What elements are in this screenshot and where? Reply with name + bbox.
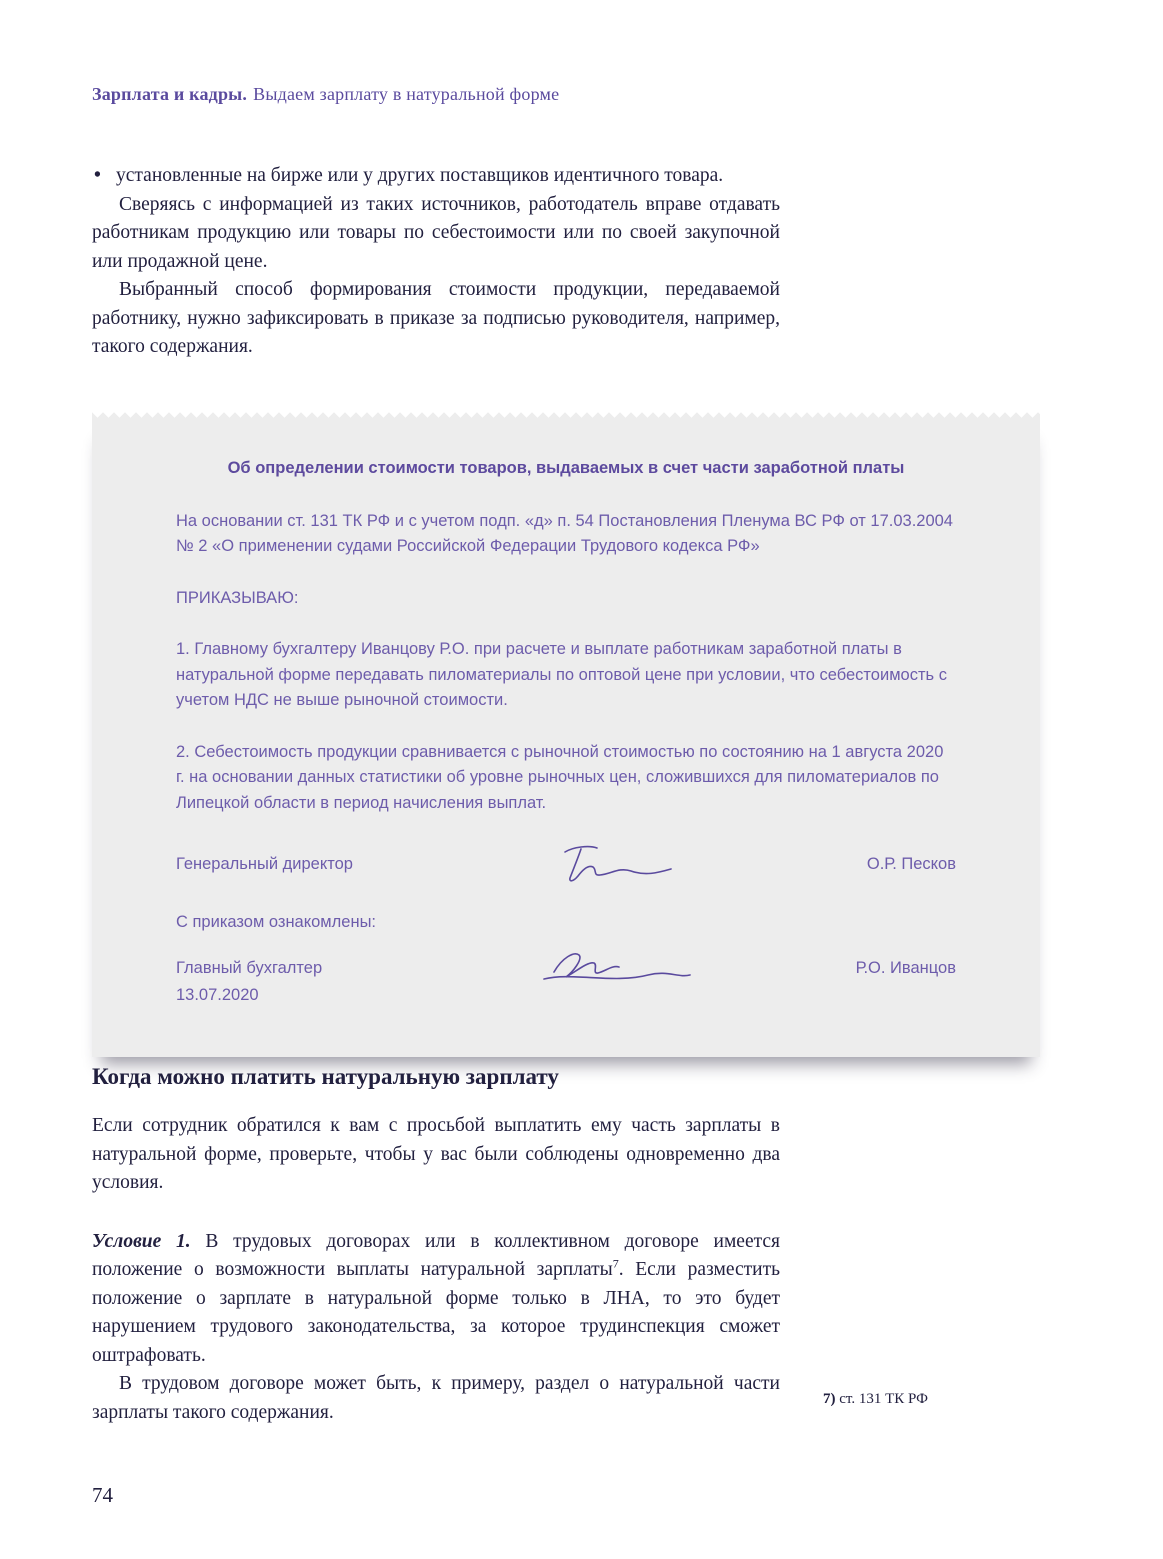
footnote-text: ст. 131 ТК РФ [835, 1391, 928, 1407]
footnote [823, 1389, 1023, 1409]
section-heading: Когда можно платить натуральную зарплату [92, 1064, 559, 1089]
order-title: Об определении стоимости товаров, выдаваемых в счет части заработной платы [227, 459, 905, 477]
bullet-icon: • [94, 165, 101, 186]
footnote-marker: 7) [823, 1391, 836, 1407]
accountant-label: Главный бухгалтер [176, 958, 323, 977]
order-item-1: 1. Главному бухгалтеру Иванцову Р.О. при расчете и выплате работникам заработной платы в натуральной форме передавать пиломатериалы по оптовой цене при условии, что себестоимость с учетом НДС не выше рыночной стоимости. [176, 640, 947, 709]
condition-paragraph [92, 1228, 780, 1371]
order-document-box [92, 418, 1040, 1057]
director-name: О.Р. Песков [866, 855, 956, 873]
section-paragraph-2: В трудовом договоре может быть, к примеру, раздел о натуральной части зарплаты такого содержания. [92, 1373, 780, 1423]
running-head-subtitle: Выдаем зарплату в натуральной форме [253, 84, 560, 104]
page-number: 74 [92, 1483, 113, 1507]
acknowledged-label: С приказом ознакомлены: [176, 913, 377, 931]
order-item-2: 2. Себестоимость продукции сравнивается с рыночной стоимостью по состоянию на 1 августа 2020 г. на основании данных статистики об уровне рыночных цен, сложившихся для пиломатериалов по Липецкой области в период начисления выплат. [176, 742, 944, 812]
condition-text-1: В трудовых договорах или в коллективном договоре имеется положение о возможности выплаты натуральной зарплаты [92, 1230, 780, 1280]
director-label: Генеральный директор [176, 855, 353, 873]
order-basis: На основании ст. 131 ТК РФ и с учетом подп. «д» п. 54 Постановления Пленума ВС РФ от 17.03.2004 № 2 «О применении судами Российской Федерации Трудового кодекса РФ» [176, 511, 953, 555]
bullet-paragraph-text: установленные на бирже или у других поставщиков идентичного товара. [116, 165, 724, 186]
accountant-label-block [176, 946, 476, 1009]
running-head-brand: Зарплата и кадры. [92, 84, 248, 104]
section-natural-salary [92, 1062, 780, 1427]
section-paragraph-1: Если сотрудник обратился к вам с просьбой выплатить ему часть зарплаты в натуральной форме, проверьте, чтобы у вас были соблюдены одновременно два условия. [92, 1115, 780, 1193]
director-signature-row [176, 842, 956, 888]
intro-text [92, 162, 780, 362]
accountant-signature-row [176, 946, 956, 1009]
running-head [92, 84, 559, 105]
accountant-name: Р.О. Иванцов [855, 958, 956, 977]
bullet-paragraph [92, 162, 780, 191]
condition-label: Условие 1. [92, 1230, 191, 1252]
intro-paragraph-2: Выбранный способ формирования стоимости продукции, передаваемой работнику, нужно зафиксировать в приказе за подписью руководителя, например, такого содержания. [92, 279, 780, 357]
accountant-signature-icon [476, 946, 756, 992]
intro-paragraph-1: Сверяясь с информацией из таких источников, работодатель вправе отдавать работникам продукцию или товары по себестоимости или по своей закупочной или продажной цене. [92, 193, 780, 272]
order-date: 13.07.2020 [176, 986, 259, 1004]
footnote-reference: 7 [612, 1256, 619, 1271]
condition-text-2: . Если разместить положение о зарплате в натуральной форме только в ЛНА, то это будет нарушением трудового законодательства, за которое трудинспекция сможет оштрафовать. [92, 1259, 780, 1366]
order-word: ПРИКАЗЫВАЮ: [176, 588, 299, 607]
director-signature-icon [476, 842, 756, 888]
